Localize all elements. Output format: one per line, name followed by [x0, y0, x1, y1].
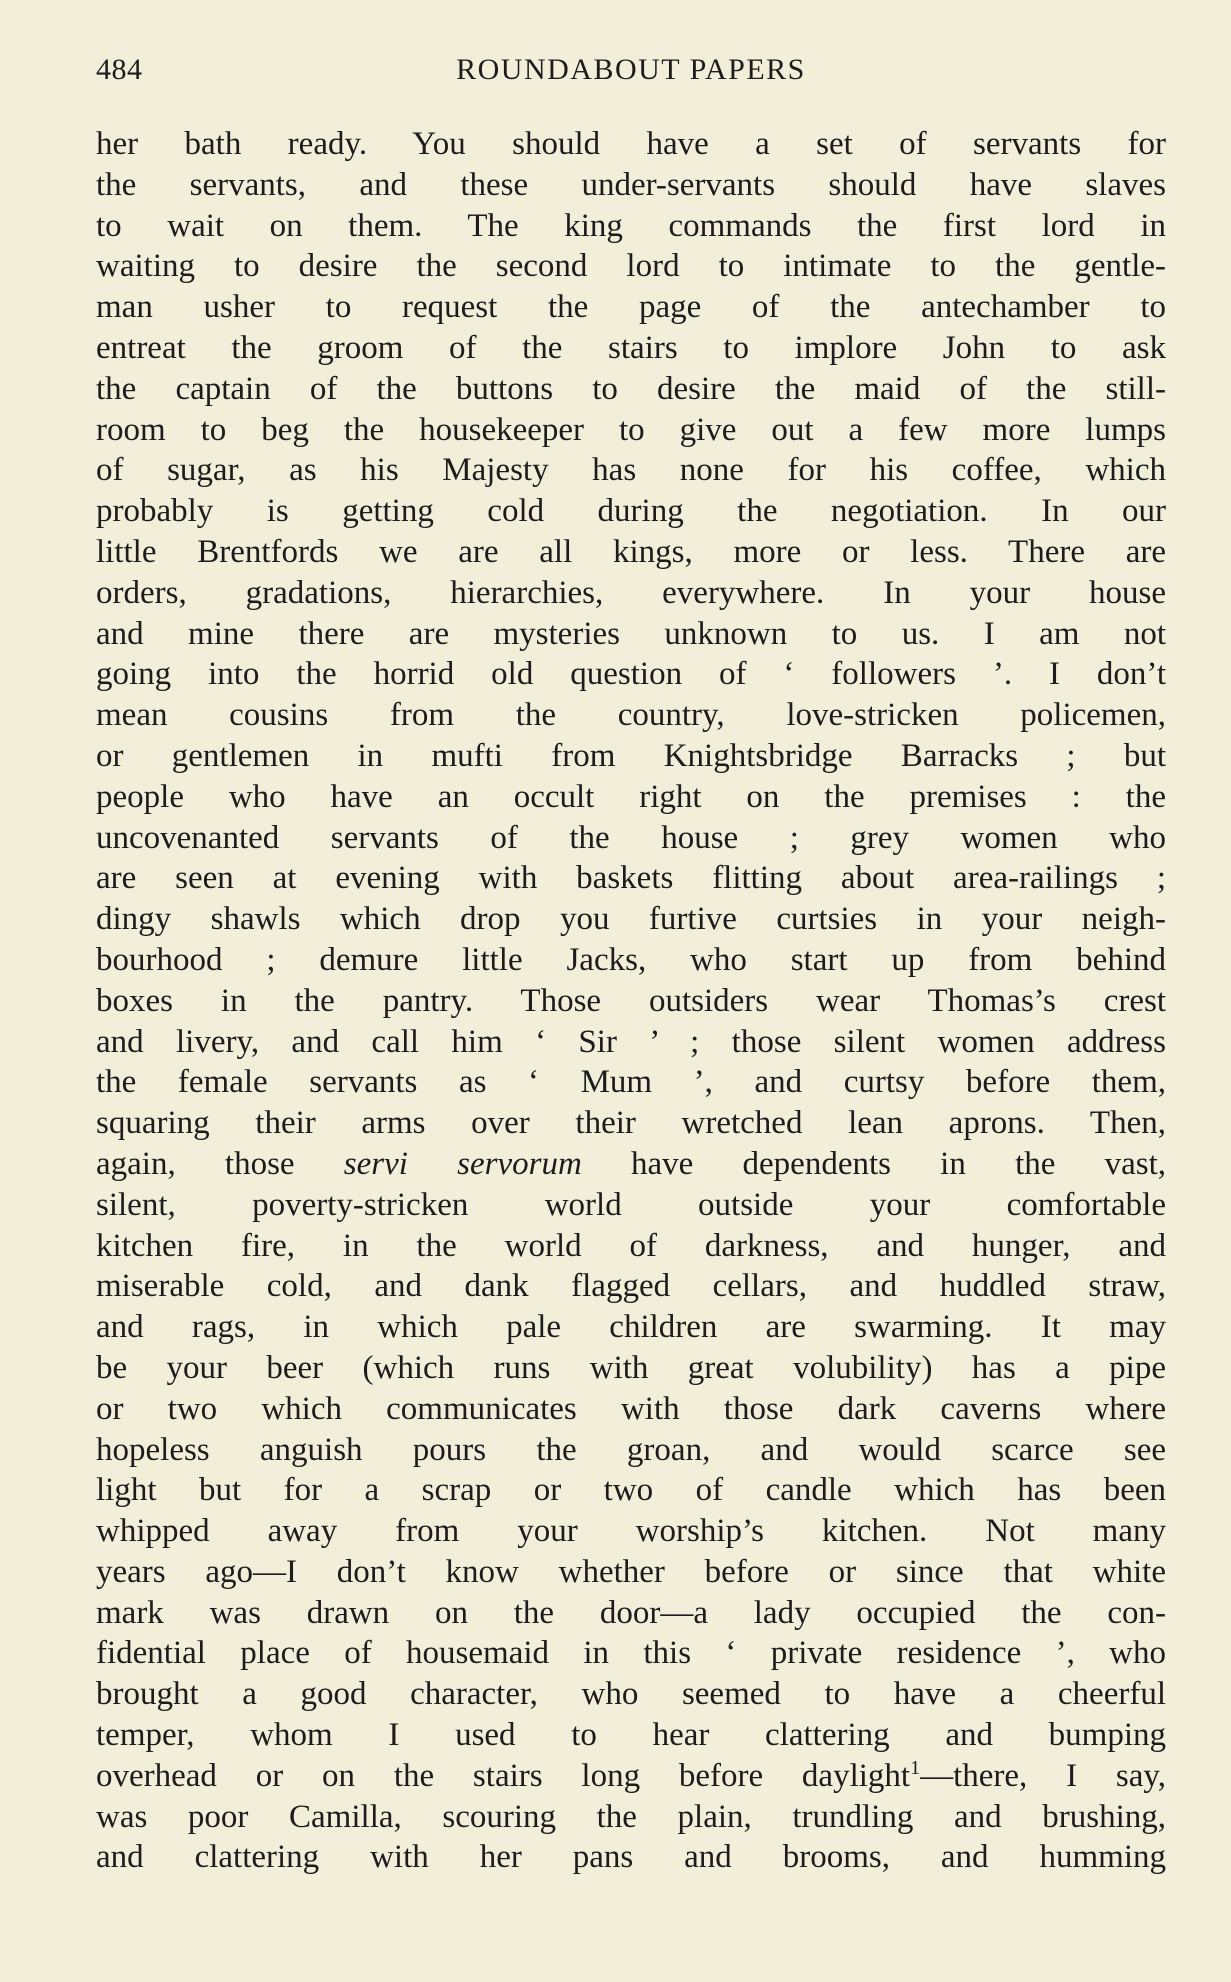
- text-line: probably is getting cold during the negotiation. In our: [96, 493, 1166, 530]
- text-line: waiting to desire the second lord to intimate to the gentle-: [96, 248, 1166, 285]
- text-line: years ago—I don’t know whether before or since that white: [96, 1553, 1166, 1590]
- text-line: silent, poverty-stricken world outside your comfortable: [96, 1186, 1166, 1223]
- text-line-with-italic: [96, 1144, 1166, 1185]
- text-segment: overhead or on the stairs long before daylight: [96, 1757, 911, 1794]
- text-line: orders, gradations, hierarchies, everywhere. In your house: [96, 574, 1166, 611]
- text-line: are seen at evening with baskets flitting about area-railings ;: [96, 860, 1166, 897]
- text-line: fidential place of housemaid in this ‘ private residence ’, who: [96, 1635, 1166, 1672]
- text-line: and livery, and call him ‘ Sir ’ ; those silent women address: [96, 1023, 1166, 1060]
- text-line: her bath ready. You should have a set of servants for: [96, 126, 1166, 162]
- text-line: mean cousins from the country, love-stricken policemen,: [96, 697, 1166, 734]
- text-line: light but for a scrap or two of candle which has been: [96, 1472, 1166, 1509]
- text-line: little Brentfords we are all kings, more or less. There are: [96, 533, 1166, 570]
- text-line: brought a good character, who seemed to have a cheerful: [96, 1676, 1166, 1713]
- text-line: or gentlemen in mufti from Knightsbridge Barracks ; but: [96, 737, 1166, 774]
- italic-phrase: servi servorum: [343, 1145, 582, 1182]
- text-line: temper, whom I used to hear clattering and bumping: [96, 1717, 1166, 1754]
- text-line: whipped away from your worship’s kitchen. Not many: [96, 1513, 1166, 1550]
- text-line: dingy shawls which drop you furtive curtsies in your neigh-: [96, 901, 1166, 938]
- text-line: man usher to request the page of the antechamber to: [96, 289, 1166, 326]
- text-line-with-footnote: [96, 1756, 1166, 1797]
- text-segment: —there, I say,: [920, 1757, 1166, 1794]
- footnote-marker[interactable]: 1: [910, 1756, 921, 1779]
- text-line: miserable cold, and dank flagged cellars, and huddled straw,: [96, 1268, 1166, 1305]
- text-line: of sugar, as his Majesty has none for his coffee, which: [96, 452, 1166, 489]
- text-segment: again, those: [96, 1145, 344, 1182]
- text-line: and mine there are mysteries unknown to us. I am not: [96, 615, 1166, 652]
- text-line: to wait on them. The king commands the first lord in: [96, 207, 1166, 244]
- text-line: kitchen fire, in the world of darkness, and hunger, and: [96, 1227, 1166, 1264]
- text-line: was poor Camilla, scouring the plain, trundling and brushing,: [96, 1798, 1166, 1835]
- text-line: bourhood ; demure little Jacks, who start up from behind: [96, 941, 1166, 978]
- text-line: or two which communicates with those dark caverns where: [96, 1390, 1166, 1427]
- page-number: 484: [96, 53, 143, 86]
- text-line: squaring their arms over their wretched lean aprons. Then,: [96, 1105, 1166, 1142]
- text-line: boxes in the pantry. Those outsiders wear Thomas’s crest: [96, 982, 1166, 1019]
- body-text: [96, 124, 1166, 1878]
- text-line: hopeless anguish pours the groan, and would scarce see: [96, 1431, 1166, 1468]
- text-line: entreat the groom of the stairs to implore John to ask: [96, 329, 1166, 366]
- text-line: the female servants as ‘ Mum ’, and curtsy before them,: [96, 1064, 1166, 1101]
- text-line: going into the horrid old question of ‘ followers ’. I don’t: [96, 656, 1166, 693]
- text-segment: have dependents in the vast,: [581, 1145, 1166, 1182]
- text-line: the servants, and these under-servants should have slaves: [96, 166, 1166, 203]
- text-line: and clattering with her pans and brooms, and humming: [96, 1839, 1166, 1876]
- text-line: be your beer (which runs with great volubility) has a pipe: [96, 1349, 1166, 1386]
- text-line: mark was drawn on the door—a lady occupied the con-: [96, 1594, 1166, 1631]
- text-line: people who have an occult right on the premises : the: [96, 778, 1166, 815]
- text-line: and rags, in which pale children are swarming. It may: [96, 1309, 1166, 1346]
- text-line: the captain of the buttons to desire the maid of the still-: [96, 370, 1166, 407]
- running-head: ROUNDABOUT PAPERS: [456, 53, 806, 86]
- text-line: room to beg the housekeeper to give out a few more lumps: [96, 411, 1166, 448]
- page-header: [96, 48, 1166, 92]
- text-line: uncovenanted servants of the house ; grey women who: [96, 819, 1166, 856]
